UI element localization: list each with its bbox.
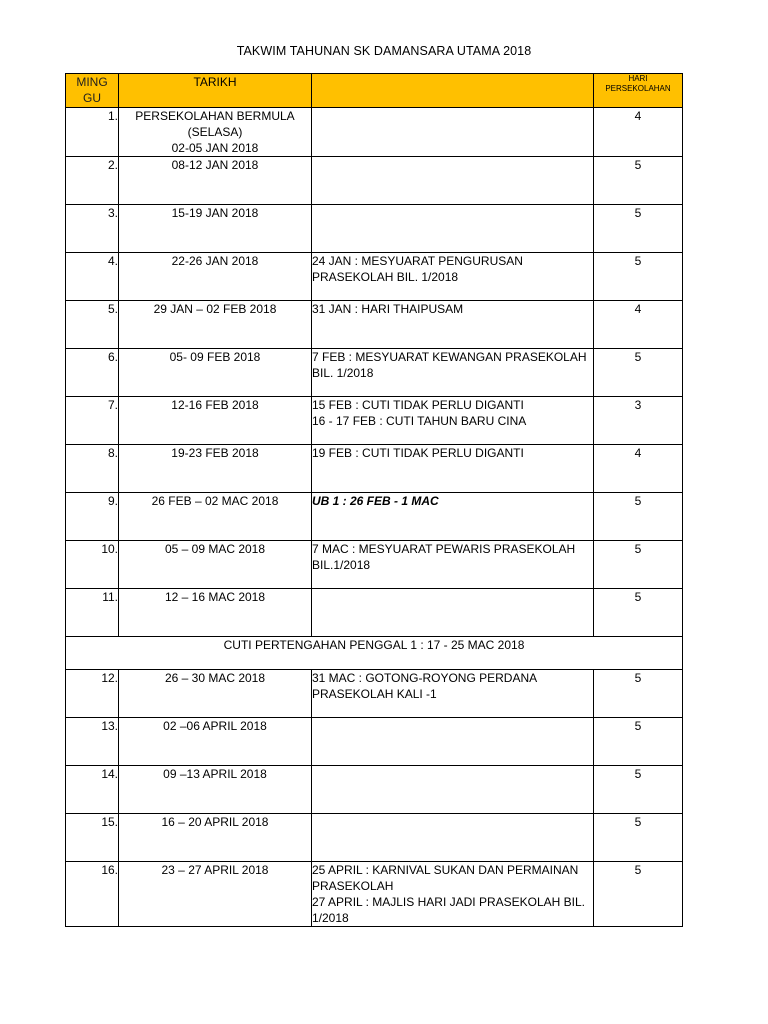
table-row [66,862,683,927]
event-note: 31 MAC : GOTONG-ROYONG PERDANA PRASEKOLAH KALI -1 [312,670,594,718]
school-days-count: 3 [594,397,683,445]
event-note [312,814,594,862]
header-week: MING GU [66,74,119,108]
date-range: 19-23 FEB 2018 [119,445,312,493]
week-number: 4. [66,253,119,301]
header-date: TARIKH [119,74,312,108]
week-number: 13. [66,718,119,766]
week-number: 7. [66,397,119,445]
school-days-count: 5 [594,349,683,397]
table-row [66,205,683,253]
school-days-count: 5 [594,541,683,589]
event-note: 19 FEB : CUTI TIDAK PERLU DIGANTI [312,445,594,493]
school-days-count: 5 [594,670,683,718]
table-row [66,766,683,814]
school-days-count: 5 [594,253,683,301]
date-range: 05 – 09 MAC 2018 [119,541,312,589]
break-row [66,637,683,670]
date-range: 29 JAN – 02 FEB 2018 [119,301,312,349]
school-days-count: 5 [594,766,683,814]
event-note [312,589,594,637]
event-note [312,766,594,814]
calendar-table [65,73,683,927]
week-number: 3. [66,205,119,253]
table-row [66,493,683,541]
week-number: 14. [66,766,119,814]
week-number: 12. [66,670,119,718]
date-range: 26 FEB – 02 MAC 2018 [119,493,312,541]
table-row [66,157,683,205]
table-row [66,814,683,862]
date-range: 22-26 JAN 2018 [119,253,312,301]
table-row [66,397,683,445]
table-header-row [66,74,683,108]
week-number: 8. [66,445,119,493]
event-note: 24 JAN : MESYUARAT PENGURUSAN PRASEKOLAH BIL. 1/2018 [312,253,594,301]
event-note [312,108,594,157]
school-days-count: 5 [594,493,683,541]
event-note: 7 FEB : MESYUARAT KEWANGAN PRASEKOLAH BIL. 1/2018 [312,349,594,397]
event-note [312,718,594,766]
week-number: 16. [66,862,119,927]
table-row [66,445,683,493]
date-range: PERSEKOLAHAN BERMULA (SELASA) 02-05 JAN 2018 [119,108,312,157]
date-range: 26 – 30 MAC 2018 [119,670,312,718]
event-note: 31 JAN : HARI THAIPUSAM [312,301,594,349]
event-note: 25 APRIL : KARNIVAL SUKAN DAN PERMAINAN PRASEKOLAH 27 APRIL : MAJLIS HARI JADI PRASEKOLAH BIL. 1/2018 [312,862,594,927]
table-row [66,253,683,301]
date-range: 09 –13 APRIL 2018 [119,766,312,814]
week-number: 9. [66,493,119,541]
school-days-count: 5 [594,205,683,253]
school-days-count: 5 [594,589,683,637]
school-days-count: 5 [594,862,683,927]
school-days-count: 4 [594,108,683,157]
table-row [66,589,683,637]
table-row [66,670,683,718]
date-range: 16 – 20 APRIL 2018 [119,814,312,862]
week-number: 2. [66,157,119,205]
week-number: 11. [66,589,119,637]
date-range: 08-12 JAN 2018 [119,157,312,205]
table-row [66,108,683,157]
event-note: 15 FEB : CUTI TIDAK PERLU DIGANTI 16 - 17 FEB : CUTI TAHUN BARU CINA [312,397,594,445]
table-row [66,541,683,589]
date-range: 15-19 JAN 2018 [119,205,312,253]
table-row [66,718,683,766]
school-days-count: 4 [594,301,683,349]
header-event [312,74,594,108]
week-number: 5. [66,301,119,349]
table-row [66,301,683,349]
week-number: 10. [66,541,119,589]
date-range: 23 – 27 APRIL 2018 [119,862,312,927]
calendar-rows [66,108,683,927]
date-range: 05- 09 FEB 2018 [119,349,312,397]
event-note: 7 MAC : MESYUARAT PEWARIS PRASEKOLAH BIL.1/2018 [312,541,594,589]
break-label: CUTI PERTENGAHAN PENGGAL 1 : 17 - 25 MAC 2018 [66,637,683,670]
school-days-count: 4 [594,445,683,493]
date-range: 02 –06 APRIL 2018 [119,718,312,766]
event-note [312,205,594,253]
document-title: TAKWIM TAHUNAN SK DAMANSARA UTAMA 2018 [236,44,532,58]
week-number: 1. [66,108,119,157]
table-row [66,349,683,397]
date-range: 12 – 16 MAC 2018 [119,589,312,637]
event-note: UB 1 : 26 FEB - 1 MAC [312,493,594,541]
school-days-count: 5 [594,157,683,205]
header-school-days: HARI PERSEKOLAHAN [594,74,683,108]
date-range: 12-16 FEB 2018 [119,397,312,445]
school-days-count: 5 [594,718,683,766]
week-number: 6. [66,349,119,397]
week-number: 15. [66,814,119,862]
event-note [312,157,594,205]
school-days-count: 5 [594,814,683,862]
